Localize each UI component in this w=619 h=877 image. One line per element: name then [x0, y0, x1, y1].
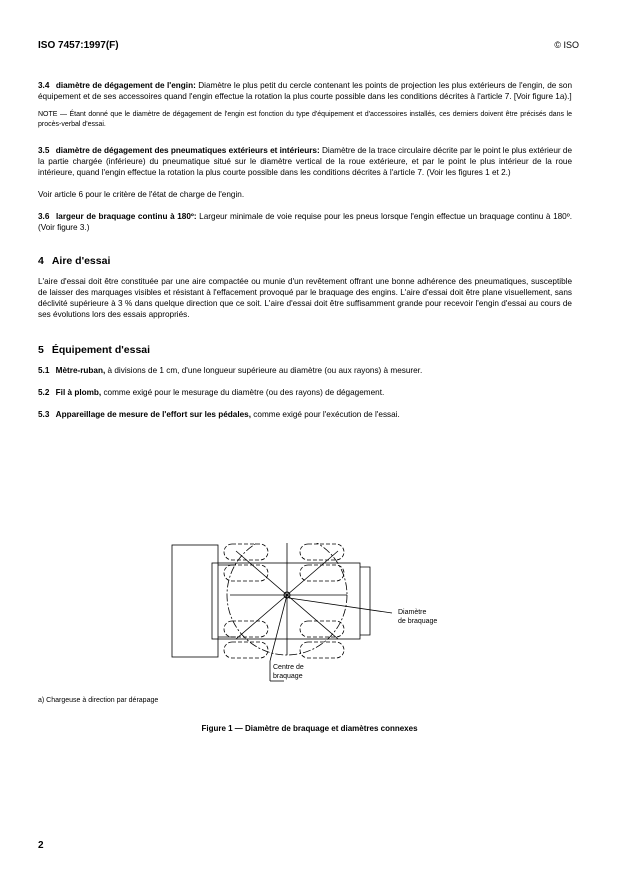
clause-number: 5.1	[38, 366, 50, 375]
label-turning-diameter-2: de braquage	[398, 618, 438, 625]
clause-text: comme exigé pour l'exécution de l'essai.	[251, 410, 400, 419]
section-number: 4	[38, 255, 44, 267]
clause-text: Diamètre de la trace circulaire décrite par le point le plus extérieur de la partie chargée (inférieure) du pneumatique situé sur le diamètre vertical de la roue extérieure, et par le point le plus intérieur de la roue intérieure, quand l'engin effectue la rotation la plus courte possible dans les conditions décrites à l'article 7. (Voir les figures 1 et 2.)	[38, 146, 573, 177]
section-5-heading	[38, 344, 572, 356]
clause-text: Diamètre le plus petit du cercle contenant les points de projection les plus extérieurs de l'engin, de son équipement et de ses accessoires quand l'engin effectue la rotation la plus courte possible dans les conditions décrites à l'article 7. [Voir figure 1a).]	[38, 81, 572, 101]
section-number: 5	[38, 344, 44, 356]
clause-text: à divisions de 1 cm, d'une longueur supérieure au diamètre (ou aux rayons) à mesurer.	[105, 366, 423, 375]
front-right-wheel	[224, 642, 268, 658]
load-state-reference: Voir article 6 pour le critère de l'état de charge de l'engin.	[38, 190, 245, 199]
front-left-wheel	[224, 544, 268, 560]
clause-term: largeur de braquage continu à 180º:	[55, 212, 197, 221]
bucket-outline	[172, 545, 218, 657]
figure-subcaption: a) Chargeuse à direction par dérapage	[38, 697, 159, 704]
clause-5-1	[38, 365, 572, 376]
label-turning-centre-1: Centre de	[273, 664, 304, 671]
clause-5-3	[38, 409, 572, 420]
section-title: Aire d'essai	[51, 255, 111, 267]
clause-number: 5.2	[38, 388, 50, 397]
document-id: ISO 7457:1997(F)	[38, 40, 119, 51]
note: NOTE — Étant donné que le diamètre de dégagement de l'engin est fonction du type d'équipement et d'accessoires installés, ces derniers doivent être précisés dans le procès-verbal d'essai.	[38, 111, 572, 128]
rear-right-wheel	[300, 642, 344, 658]
clause-number: 5.3	[38, 410, 50, 419]
clause-text: comme exigé pour le mesurage du diamètre (ou des rayons) de dégagement.	[101, 388, 385, 397]
clause-number: 3.4	[38, 81, 50, 90]
page-number: 2	[38, 840, 44, 851]
copyright-mark: © ISO	[554, 40, 579, 50]
clause-term: diamètre de dégagement de l'engin:	[55, 81, 196, 90]
clause-term: Mètre-ruban,	[55, 366, 106, 375]
section-4-heading	[38, 255, 572, 267]
clause-term: Appareillage de mesure de l'effort sur les pédales,	[55, 410, 252, 419]
clause-number: 3.6	[38, 212, 50, 221]
front-right-inner-wheel	[224, 621, 268, 637]
figure-caption: Figure 1 — Diamètre de braquage et diamètres connexes	[201, 724, 418, 733]
figure-1-drawing	[0, 543, 619, 693]
label-turning-centre-2: braquage	[273, 673, 303, 680]
clause-3-6	[38, 211, 572, 233]
clause-term: Fil à plomb,	[55, 388, 102, 397]
section-4-text: L'aire d'essai doit être constituée par une aire compactée ou munie d'un revêtement offrant une bonne adhérence des pneumatiques, susceptible de laisser des marquages visibles et résistant à l'effacement provoqué par le braquage des engins. L'aire d'essai doit être plane visuellement, sans déclivité supérieure à 3 % dans quelque direction que ce soit. L'aire d'essai doit être suffisamment grande pour recevoir l'engin d'essai au cours de ses évolutions lors des essais appropriés.	[38, 277, 572, 319]
rear-right-inner-wheel	[300, 621, 344, 637]
clause-3-4	[38, 80, 572, 102]
clause-number: 3.5	[38, 146, 50, 155]
clause-text: Largeur minimale de voie requise pour les pneus lorsque l'engin effectue un braquage continu à 180º. (Voir figure 3.)	[38, 212, 572, 232]
clause-5-2	[38, 387, 572, 398]
clause-term: diamètre de dégagement des pneumatiques extérieurs et intérieurs:	[55, 146, 320, 155]
section-title: Équipement d'essai	[51, 344, 151, 356]
document-body	[38, 80, 572, 420]
label-turning-diameter-1: Diamètre	[398, 609, 427, 616]
clause-3-5	[38, 145, 572, 178]
